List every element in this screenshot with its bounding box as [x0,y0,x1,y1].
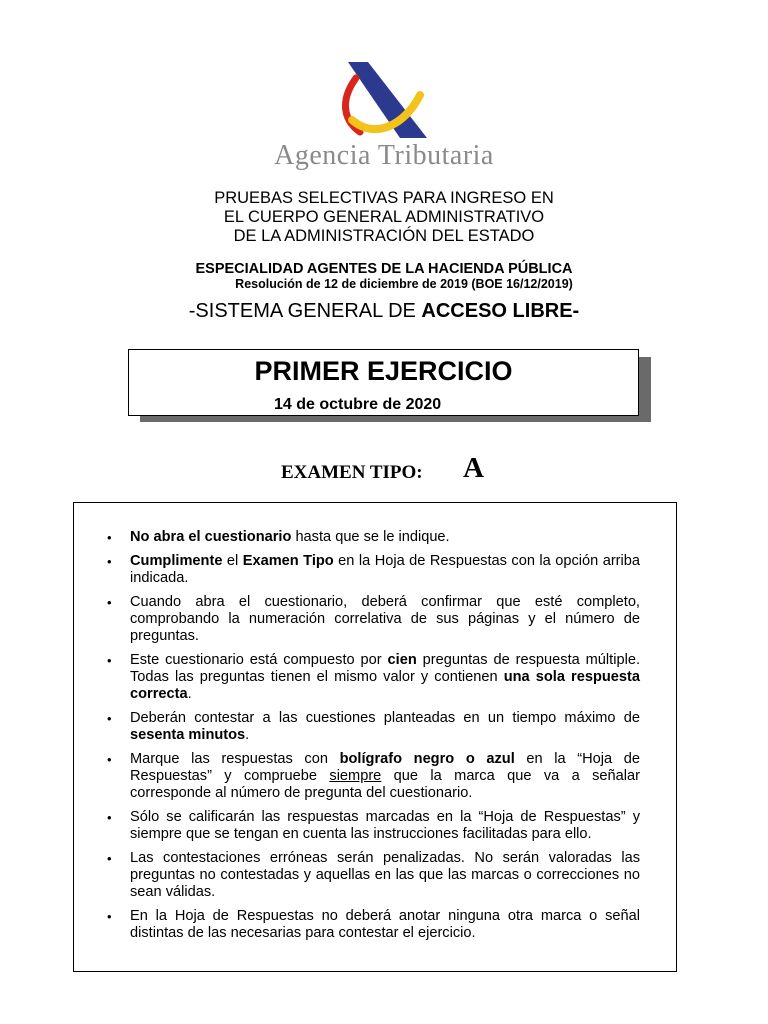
instruction-text: una sola respuesta correcta [130,669,640,702]
title-line-1: PRUEBAS SELECTIVAS PARA INGRESO EN [214,189,554,207]
instruction-text: en la Hoja de Respuestas con la opción arriba indicada. [130,553,641,586]
bullet-icon: • [107,595,112,610]
exam-type-value: A [463,452,484,484]
especialidad: ESPECIALIDAD AGENTES DE LA HACIENDA PÚBLICA [195,261,573,277]
sistema-prefix: -SISTEMA GENERAL DE [188,300,422,322]
exercise-date: 14 de octubre de 2020 [274,396,442,413]
instruction-text: Marque las respuestas con [130,751,340,767]
instruction-text: Examen Tipo [242,553,334,569]
instruction-item [74,908,676,942]
bullet-icon: • [107,909,112,924]
instructions-list [74,529,676,949]
instruction-item [74,652,676,703]
instruction-text: preguntas de respuesta múltiple. Todas las preguntas tienen el mismo valor y contienen [130,652,640,685]
instruction-item [74,710,676,744]
instruction-text: cien [387,652,417,668]
title-line-3: DE LA ADMINISTRACIÓN DEL ESTADO [233,227,535,245]
logo-text: Agencia Tributaria [274,140,494,171]
exercise-box [128,349,639,416]
agencia-tributaria-logo-icon [0,0,768,140]
instruction-text: siempre [329,768,382,784]
bullet-icon: • [107,530,112,545]
instruction-text: Cuando abra el cuestionario, deberá confirmar que esté completo, comprobando la numeración correlativa de sus páginas y el número de preguntas. [130,594,640,644]
instruction-text: hasta que se le indique. [291,529,450,545]
bullet-icon: • [107,711,112,726]
instruction-text: sesenta minutos [130,727,246,743]
instruction-text: Sólo se calificarán las respuestas marcadas en la “Hoja de Respuestas” y siempre que se tengan en cuenta las instrucciones facilitadas para ello. [130,809,640,842]
instruction-text: Cumplimente [130,553,223,569]
resolucion: Resolución de 12 de diciembre de 2019 (BOE 16/12/2019) [235,277,573,291]
instruction-item [74,594,676,645]
instruction-text: . [187,686,192,702]
bullet-icon: • [107,554,112,569]
instruction-text: En la Hoja de Respuestas no deberá anotar ninguna otra marca o señal distintas de las necesarias para contestar el ejercicio. [130,908,640,941]
sistema-bold: ACCESO LIBRE- [421,300,580,322]
instruction-text: No abra el cuestionario [130,529,292,545]
sistema-acceso [0,300,768,323]
bullet-icon: • [107,752,112,767]
instruction-text: bolígrafo negro o azul [339,751,515,767]
instruction-text: . [245,727,250,743]
instruction-item [74,809,676,843]
instructions-box [73,502,677,972]
instruction-text: Las contestaciones erróneas serán penalizadas. No serán valoradas las preguntas no contestadas y aquellas en las que las marcas o correcciones no sean válidas. [130,850,640,900]
bullet-icon: • [107,810,112,825]
instruction-item [74,553,676,587]
instruction-text: el [222,553,243,569]
instruction-text: que la marca que va a señalar corresponde al número de pregunta del cuestionario. [130,768,640,801]
exercise-title: PRIMER EJERCICIO [254,356,513,386]
instruction-text: en la “Hoja de Respuestas” y compruebe [130,751,640,784]
exam-type-label: EXAMEN TIPO: [281,462,423,483]
title-line-2: EL CUERPO GENERAL ADMINISTRATIVO [223,208,545,226]
instruction-item [74,529,676,546]
instruction-text: Este cuestionario está compuesto por [130,652,388,668]
bullet-icon: • [107,653,112,668]
instruction-text: Deberán contestar a las cuestiones planteadas en un tiempo máximo de [130,710,640,726]
bullet-icon: • [107,851,112,866]
instruction-item [74,751,676,802]
instruction-item [74,850,676,901]
